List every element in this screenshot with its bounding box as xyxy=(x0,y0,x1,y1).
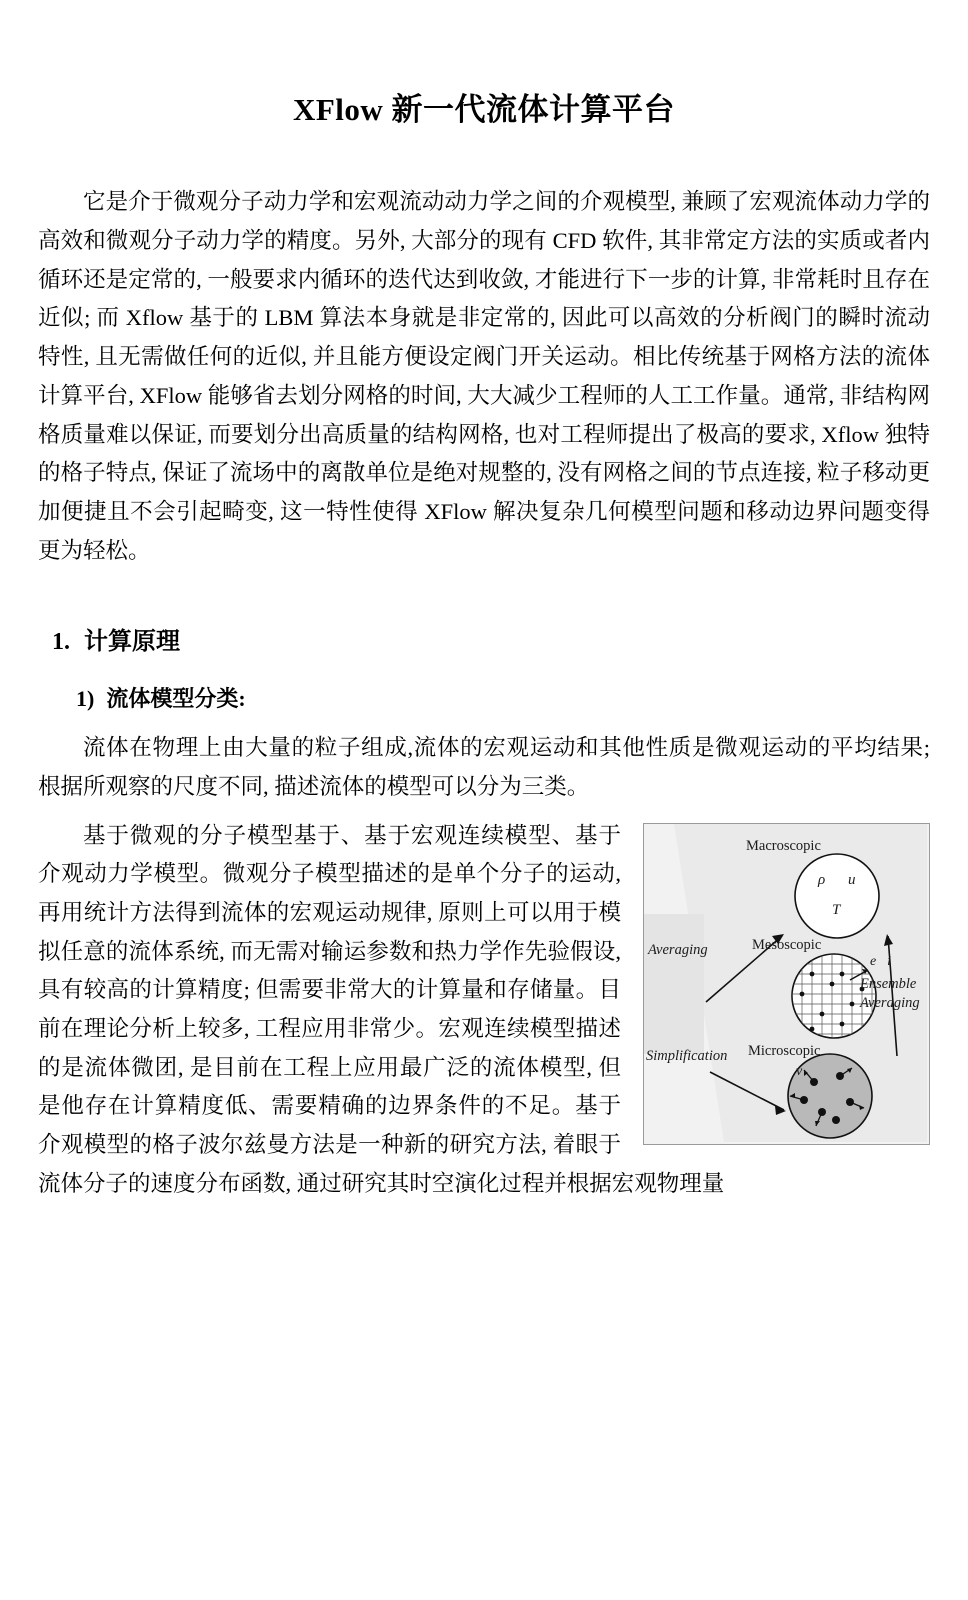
figure-label-e-vector: e⃗i xyxy=(870,953,891,969)
figure-label-simplification: Simplification xyxy=(646,1047,728,1064)
subsection-title: 流体模型分类: xyxy=(106,686,246,712)
figure-label-microscopic: Microscopic xyxy=(748,1042,821,1059)
figure-label-macroscopic: Macroscopic xyxy=(746,837,821,854)
subsection-paragraph-2: 基于微观的分子模型基于、基于宏观连续模型、基于介观动力学模型。微观分子模型描述的是单个分子的运动, 再用统计方法得到流体的宏观运动规律, 原则上可以用于模拟任意的流体系统, 而无需对输运参数和热力学作先验假设, 具有较高的计算精度; 但需要非常大的计算量和存储量。目前在理论分析上较多, 工程应用非常少。宏观连续模型描述的是流体微团, 是目前在工程上应用最广泛的流体模型, 但是他存在计算精度低、需要精确的边界条件的不足。基于介观模型的格子波尔兹曼方法是一种新的研究方法, 着眼于流体分子的速度分布函数, 通过研究其时空演化过程并根据宏观物理量 xyxy=(38,822,725,1196)
section-number: 1. xyxy=(52,629,70,656)
figure-label-v-vector: v⃗ xyxy=(796,1063,814,1079)
figure-label-mesoscopic: Mesoscopic xyxy=(752,936,822,953)
section-heading-1 xyxy=(52,624,930,660)
figure-label-u-vector: u⃗ xyxy=(848,871,868,888)
section-title: 计算原理 xyxy=(84,629,180,656)
subsection-heading-1 xyxy=(76,682,930,715)
figure-label-ensemble-averaging: Averaging xyxy=(860,994,920,1011)
figure-canvas xyxy=(644,824,929,1144)
figure-label-averaging: Averaging xyxy=(648,941,708,958)
subsection-paragraph-1: 流体在物理上由大量的粒子组成,流体的宏观运动和其他性质是微观运动的平均结果; 根据所观察的尺度不同, 描述流体的模型可以分为三类。 xyxy=(38,735,930,799)
figure-label-rho: ρ xyxy=(818,871,826,888)
figure-label-ensemble: Ensemble xyxy=(860,975,917,992)
subsection-number: 1) xyxy=(76,686,95,712)
intro-paragraph: 它是介于微观分子动力学和宏观流动动力学之间的介观模型, 兼顾了宏观流体动力学的高效和微观分子动力学的精度。另外, 大部分的现有 CFD 软件, 其非常定方法的实质或者内循环还是定常的, 一般要求内循环的迭代达到收敛, 才能进行下一步的计算, 非常耗时且存在近似; 而 Xflow 基于的 LBM 算法本身就是非定常的, 因此可以高效的分析阀门的瞬时流动特性, 且无需做任何的近似, 并且能方便设定阀门开关运动。相比传统基于网格方法的流体计算平台, XFlow 能够省去划分网格的时间, 大大减少工程师的人工工作量。通常, 非结构网格质量难以保证, 而要划分出高质量的结构网格, 也对工程师提出了极高的要求, Xflow 独特的格子特点, 保证了流场中的离散单位是绝对规整的, 没有网格之间的节点连接, 粒子移动更加便捷且不会引起畸变, 这一特性使得 XFlow 解决复杂几何模型问题和移动边界问题变得更为轻松。 xyxy=(38,189,930,563)
page-title: XFlow 新一代流体计算平台 xyxy=(292,92,676,127)
figure-label-temperature: T xyxy=(832,901,841,918)
multiscale-fluid-models-figure xyxy=(643,823,930,1145)
